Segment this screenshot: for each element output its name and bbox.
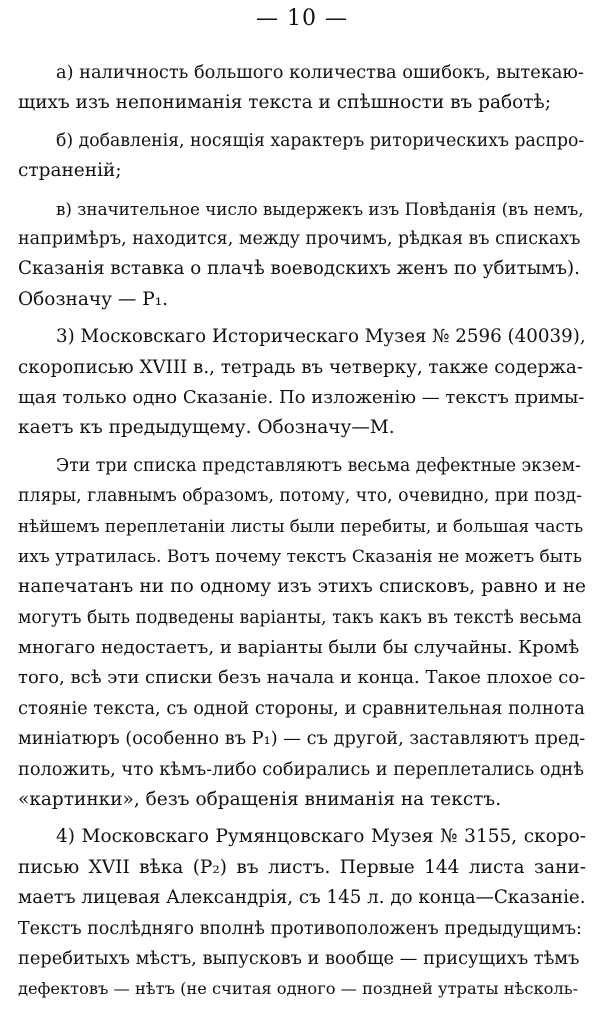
paragraph <box>18 322 586 444</box>
text-line: Текстъ послѣдняго вполнѣ противоположенъ предыдущимъ: <box>18 918 582 939</box>
text-line: напримѣръ, находится, между прочимъ, рѣдкая въ спискахъ <box>18 228 581 249</box>
text-line: дефектовъ — нѣтъ (не считая одного — поздней утраты нѣсколь- <box>18 979 579 999</box>
paragraph <box>18 194 586 316</box>
text-line: а) наличность большого количества ошибокъ, вытекаю- <box>56 63 584 83</box>
text-line: миніатюръ (особенно въ P₁) — съ другой, заставляютъ пред- <box>18 729 586 750</box>
text-line: в) значительное число выдержекъ изъ Повѣданія (въ немъ, <box>56 198 584 219</box>
text-line: положить, что кѣмъ-либо собирались и переплетались однѣ <box>18 759 584 780</box>
text-line: 4) Московскаго Румянцовскаго Музея № 3155, скоро- <box>56 826 586 848</box>
text-line: щихъ изъ непониманія текста и спѣшности въ работѣ; <box>18 92 551 114</box>
text-line: пляры, главнымъ образомъ, потому, что, очевидно, при позд- <box>18 486 583 507</box>
text-line: перебитыхъ мѣстъ, выпусковъ и вообще — присущихъ тѣмъ <box>18 948 580 969</box>
text-line: 3) Московскаго Историческаго Музея № 2596 (40039), <box>56 326 586 348</box>
text-line: маетъ лицевая Александрія, съ 145 л. до конца—Сказаніе. <box>18 887 586 909</box>
text-line: ихъ утратилась. Вотъ почему текстъ Сказанія не можетъ быть <box>18 546 582 567</box>
text-line: напечатанъ ни по одному изъ этихъ списковъ, равно и не <box>18 576 586 598</box>
text-line: Эти три списка представляютъ весьма дефектные экзем- <box>56 455 581 476</box>
text-line: «картинки», безъ обращенія вниманія на текстъ. <box>18 788 502 810</box>
paragraph <box>18 126 586 187</box>
text-line: нѣйшемъ переплетаніи листы были перебиты, и большая часть <box>18 516 584 537</box>
text-line: каетъ къ предыдущему. Обозначу—М. <box>18 417 395 439</box>
paragraph <box>18 822 586 1004</box>
page-number: — 10 — <box>256 6 348 31</box>
body-text <box>18 58 586 1005</box>
text-line: того, всѣ эти списки безъ начала и конца. Такое плохое со- <box>18 667 586 689</box>
text-line: страненій; <box>18 160 122 182</box>
text-line: писью XVII вѣка (P₂) въ листъ. Первые 144 листа зани- <box>18 856 586 878</box>
text-line: б) добавленія, носящія характеръ риторическихъ распро- <box>56 130 585 151</box>
text-line: Обозначу — P₁. <box>18 288 169 310</box>
text-line: многаго недостаетъ, и варіанты были бы случайны. Кромѣ <box>18 637 580 659</box>
text-line: стояніе текста, съ одной стороны, и сравнительная полнота <box>18 698 585 719</box>
text-line: скорописью XVIII в., тетрадь въ четверку, также содержа- <box>18 356 583 378</box>
text-line: могутъ быть подведены варіанты, такъ какъ въ текстѣ весьма <box>18 607 582 628</box>
text-line: щая только одно Сказаніе. По изложенію — текстъ примы- <box>18 386 585 408</box>
paragraph <box>18 58 586 119</box>
text-line: Сказанія вставка о плачѣ воеводскихъ женъ по убитымъ). <box>18 258 580 280</box>
paragraph <box>18 451 586 816</box>
